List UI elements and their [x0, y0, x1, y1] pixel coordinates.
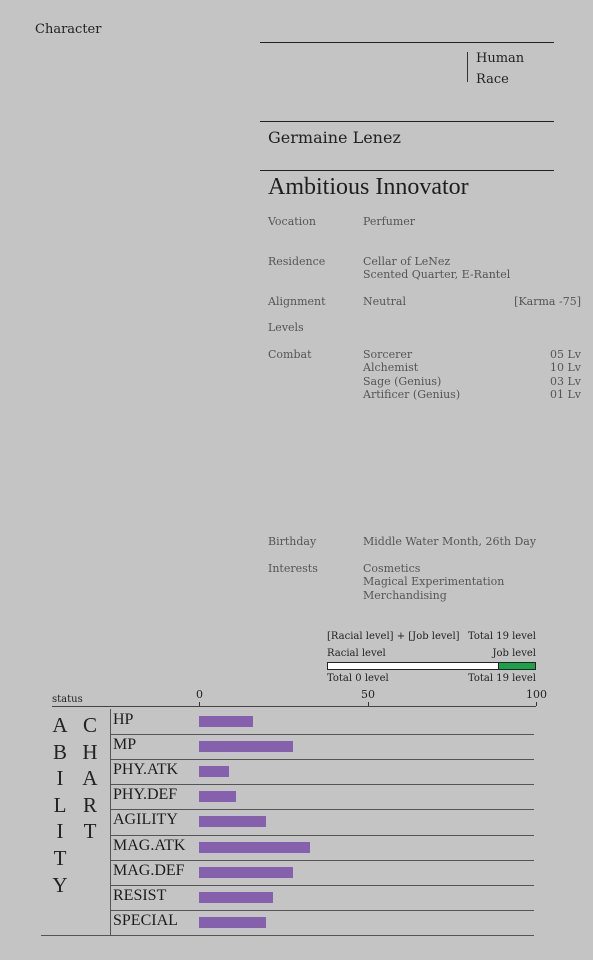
birthday-value: Middle Water Month, 26th Day — [363, 535, 537, 548]
stat-bar — [199, 816, 266, 827]
stat-row-divider — [110, 910, 534, 911]
stat-bar — [199, 766, 229, 777]
class-name: Sage (Genius) — [363, 374, 442, 388]
job-level-label: Job level — [492, 648, 536, 659]
level-total-right: Total 19 level — [467, 673, 536, 684]
vertical-title-ability — [50, 712, 70, 898]
vertical-letter: R — [82, 792, 97, 817]
residence-value — [363, 255, 510, 282]
alignment-label: Alignment — [268, 295, 326, 308]
level-total-top: Total 19 level — [467, 631, 536, 642]
vocation-value: Perfumer — [363, 215, 416, 228]
page-title: Character — [35, 22, 102, 37]
interests-label: Interests — [268, 562, 318, 575]
class-level: 05 Lv — [549, 348, 581, 361]
interest-item: Cosmetics — [363, 562, 421, 575]
stat-label: HP — [113, 711, 134, 728]
class-name: Alchemist — [363, 361, 419, 375]
class-name: Artificer (Genius) — [363, 387, 461, 401]
stat-row-divider — [110, 809, 534, 810]
level-formula: [Racial level] + [Job level] — [327, 631, 460, 642]
stat-label: MAG.DEF — [113, 861, 185, 879]
stat-row-divider — [110, 860, 534, 861]
chart-bottom-line — [41, 935, 534, 936]
divider-name-top — [260, 121, 554, 122]
race-value: Human — [476, 51, 525, 66]
vertical-letter: T — [53, 845, 67, 870]
stat-label: AGILITY — [113, 811, 178, 829]
interest-item: Merchandising — [363, 588, 447, 602]
vertical-letter: T — [83, 819, 97, 844]
stat-row-divider — [110, 885, 534, 886]
character-epithet: Ambitious Innovator — [268, 174, 469, 200]
stat-label: MP — [113, 736, 137, 754]
divider-name-bottom — [260, 170, 554, 171]
vertical-letter: A — [82, 766, 98, 791]
vertical-letter: B — [52, 739, 67, 764]
levels-label: Levels — [268, 321, 304, 334]
class-level: 10 Lv — [549, 361, 581, 375]
level-total-left: Total 0 level — [327, 673, 389, 684]
stat-bar — [199, 716, 253, 727]
stat-bar — [199, 791, 236, 802]
vertical-letter: I — [56, 766, 64, 791]
vertical-letter: A — [52, 713, 68, 737]
class-name: Sorcerer — [363, 348, 413, 361]
stat-row-divider — [110, 784, 534, 785]
stat-row-divider — [110, 734, 534, 735]
status-label: status — [52, 694, 83, 705]
interest-item: Magical Experimentation — [363, 575, 505, 589]
birthday-label: Birthday — [268, 535, 317, 548]
stat-bar — [199, 867, 293, 878]
axis-tick-label: 0 — [196, 688, 203, 701]
stat-bar — [199, 842, 310, 853]
axis-tick — [536, 702, 537, 706]
class-level: 03 Lv — [549, 374, 581, 388]
karma-value: [Karma -75] — [514, 295, 581, 308]
vertical-letter: I — [56, 819, 64, 844]
vocation-label: Vocation — [268, 215, 316, 228]
stat-bar — [199, 917, 266, 928]
stat-row-divider — [110, 835, 534, 836]
residence-label: Residence — [268, 255, 326, 268]
class-level: 01 Lv — [549, 387, 581, 401]
stat-label: PHY.ATK — [113, 761, 179, 779]
race-label: Race — [476, 72, 509, 87]
alignment-value: Neutral — [363, 295, 406, 308]
stat-label: PHY.DEF — [113, 786, 178, 804]
chart-axis-line — [52, 706, 536, 707]
racial-level-label: Racial level — [327, 648, 386, 659]
combat-label: Combat — [268, 348, 312, 361]
axis-tick-label: 50 — [361, 688, 375, 701]
axis-tick-label: 100 — [526, 688, 547, 701]
stat-bar — [199, 892, 273, 903]
vertical-letter: C — [82, 713, 97, 737]
divider-top — [260, 42, 554, 43]
stat-row-divider — [110, 759, 534, 760]
axis-tick — [199, 702, 200, 706]
vertical-letter: Y — [52, 872, 68, 897]
race-accent-line — [467, 52, 468, 82]
residence-line: Cellar of LeNez — [363, 255, 451, 268]
combat-levels — [550, 348, 581, 401]
axis-tick — [368, 702, 369, 706]
stat-label: MAG.ATK — [113, 836, 186, 854]
interests-list — [363, 562, 504, 602]
residence-line: Scented Quarter, E-Rantel — [363, 268, 511, 282]
level-progress-bar — [327, 662, 536, 670]
combat-classes — [363, 348, 460, 401]
vertical-letter: H — [82, 739, 98, 764]
stat-label: SPECIAL — [113, 911, 178, 929]
chart-label-divider — [110, 709, 111, 936]
job-level-fill — [498, 663, 535, 669]
vertical-letter: L — [53, 792, 67, 817]
stat-bar — [199, 741, 293, 752]
vertical-title-chart — [80, 712, 100, 845]
stat-label: RESIST — [113, 886, 167, 904]
character-name: Germaine Lenez — [268, 128, 401, 147]
